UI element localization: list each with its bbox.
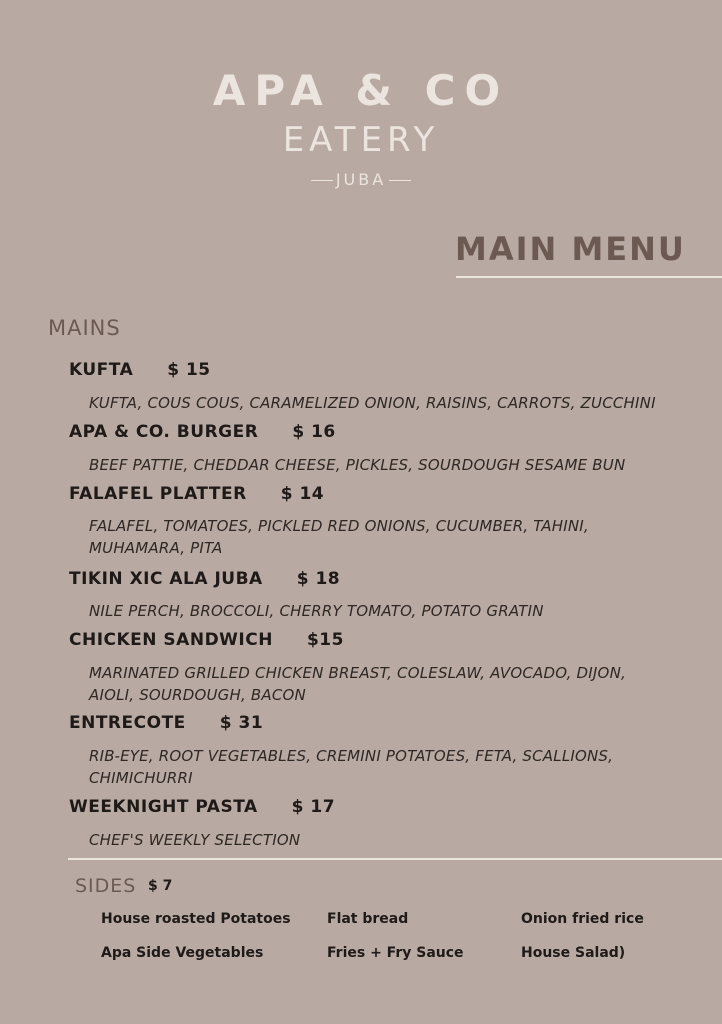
item-name-text: ENTRECOTE xyxy=(69,713,186,733)
item-price: $ 31 xyxy=(219,713,264,733)
logo-name: APA & CO xyxy=(212,66,510,115)
item-description: MARINATED GRILLED CHICKEN BREAST, COLESLAW, AVOCADO, DIJON, AIOLI, SOURDOUGH, BACON xyxy=(89,664,626,704)
menu-item-name xyxy=(69,569,340,589)
menu-item-name xyxy=(69,484,324,504)
logo-subtitle: EATERY xyxy=(282,120,440,160)
item-price: $ 14 xyxy=(280,484,325,504)
item-name-text: FALAFEL PLATTER xyxy=(69,484,247,504)
item-description: NILE PERCH, BROCCOLI, CHERRY TOMATO, POTATO GRATIN xyxy=(89,602,544,620)
item-description: CHEF'S WEEKLY SELECTION xyxy=(89,831,301,849)
item-price: $ 15 xyxy=(167,360,211,380)
title-divider xyxy=(456,276,722,278)
sides-price: $ 7 xyxy=(148,878,173,894)
item-name-text: APA & CO. BURGER xyxy=(69,422,259,442)
side-item: Apa Side Vegetables xyxy=(101,945,264,961)
logo-location xyxy=(0,170,722,189)
item-price: $15 xyxy=(306,630,344,650)
side-item: Flat bread xyxy=(327,911,409,927)
side-item: Onion fried rice xyxy=(521,911,644,927)
item-description: RIB-EYE, ROOT VEGETABLES, CREMINI POTATOES, FETA, SCALLIONS, CHIMICHURRI xyxy=(89,747,614,787)
item-description: BEEF PATTIE, CHEDDAR CHEESE, PICKLES, SOURDOUGH SESAME BUN xyxy=(89,456,626,474)
menu-item-name xyxy=(69,422,336,442)
item-price: $ 18 xyxy=(296,569,341,589)
menu-item-name xyxy=(69,630,344,650)
item-price: $ 16 xyxy=(292,422,336,442)
item-name-text: KUFTA xyxy=(69,360,134,380)
item-name-text: TIKIN XIC ALA JUBA xyxy=(69,569,263,589)
mains-heading: MAINS xyxy=(48,316,121,340)
item-name-text: CHICKEN SANDWICH xyxy=(69,630,273,650)
menu-item-name xyxy=(69,713,263,733)
sides-heading: SIDES xyxy=(75,875,137,897)
menu-item-name xyxy=(69,797,335,817)
item-description: FALAFEL, TOMATOES, PICKLED RED ONIONS, CUCUMBER, TAHINI, MUHAMARA, PITA xyxy=(89,517,589,557)
menu-item-name xyxy=(69,360,211,380)
logo-dash-right xyxy=(389,180,411,181)
logo-dash-left xyxy=(311,180,333,181)
item-price: $ 17 xyxy=(291,797,336,817)
menu-title: MAIN MENU xyxy=(455,230,686,268)
logo-location-text: JUBA xyxy=(335,170,387,189)
sides-divider xyxy=(68,858,722,860)
side-item: House Salad) xyxy=(521,945,626,961)
item-name-text: WEEKNIGHT PASTA xyxy=(69,797,258,817)
side-item: House roasted Potatoes xyxy=(101,911,291,927)
item-description: KUFTA, COUS COUS, CARAMELIZED ONION, RAISINS, CARROTS, ZUCCHINI xyxy=(89,394,656,412)
side-item: Fries + Fry Sauce xyxy=(327,945,464,961)
